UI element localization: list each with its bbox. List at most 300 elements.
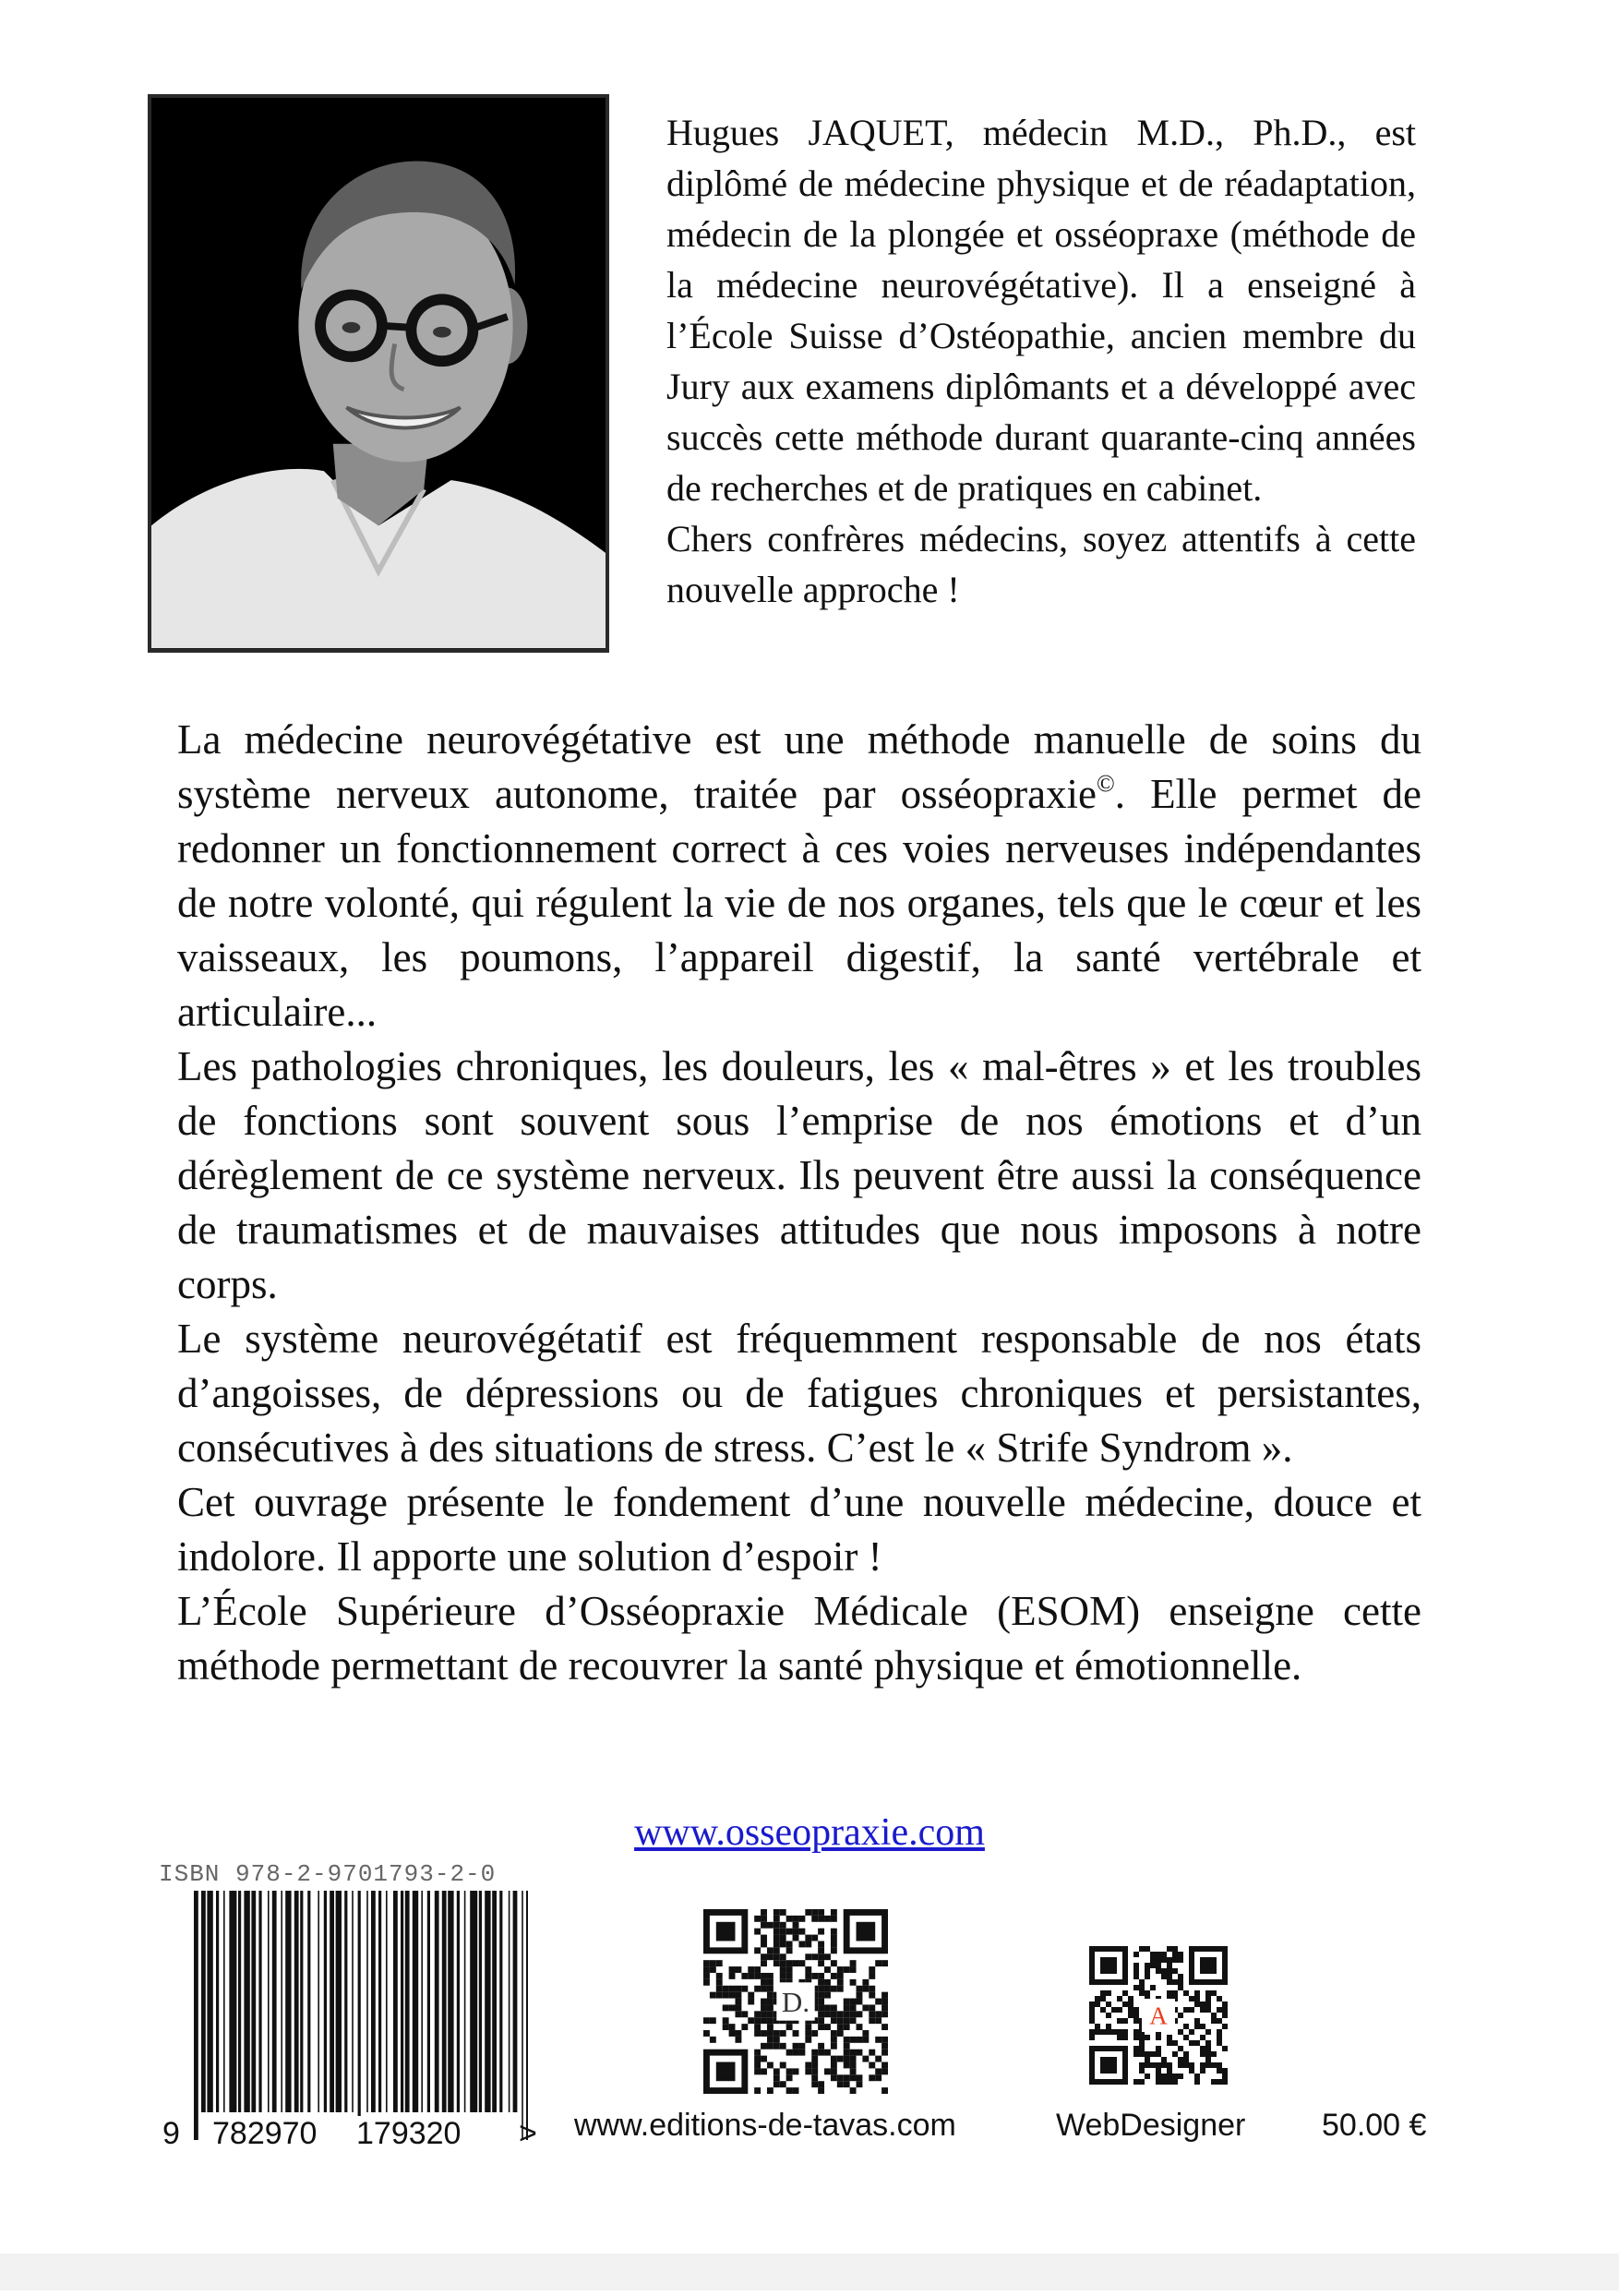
qr-module	[780, 2062, 786, 2069]
qr-module	[1133, 1963, 1139, 1968]
qr-module	[811, 1953, 818, 1960]
qr-module	[805, 2024, 811, 2030]
qr-module	[1200, 2046, 1205, 2051]
qr-module	[741, 2024, 748, 2030]
qr-module	[1106, 2001, 1111, 2007]
qr-module	[729, 2004, 736, 2011]
qr-code-webdesigner	[1089, 1946, 1228, 2085]
qr-module	[881, 2004, 888, 2011]
barcode-bar	[509, 1891, 510, 2112]
qr-module	[818, 1999, 824, 2005]
qr-module	[1205, 2057, 1211, 2062]
barcode-digits-right: 179320	[353, 2116, 464, 2152]
qr-module	[844, 2017, 850, 2024]
qr-module	[735, 1999, 741, 2005]
qr-module	[774, 1947, 780, 1953]
qr-module	[805, 1953, 811, 1960]
qr-module	[831, 1947, 837, 1953]
qr-module	[716, 1992, 723, 1999]
qr-module	[811, 2056, 818, 2062]
qr-module	[862, 2056, 869, 2062]
qr-module	[1217, 1996, 1222, 2001]
qr-module	[1139, 1990, 1145, 1996]
barcode-bar	[371, 1891, 376, 2112]
qr-module	[1156, 1968, 1161, 1974]
website-link[interactable]: www.osseopraxie.com	[634, 1811, 985, 1854]
qr-module	[710, 1966, 716, 1973]
qr-module	[805, 1941, 811, 1947]
qr-module	[844, 1966, 850, 1973]
qr-module	[875, 1960, 881, 1966]
qr-module	[1172, 2074, 1178, 2079]
qr-module	[761, 2017, 767, 2024]
qr-module	[748, 1973, 754, 1979]
qr-module	[780, 1953, 786, 1960]
qr-module	[729, 1966, 736, 1973]
qr-module	[1089, 2013, 1095, 2018]
qr-module	[862, 2004, 869, 2011]
qr-module	[767, 1986, 774, 1992]
qr-module	[1161, 1968, 1167, 1974]
qr-module	[1161, 2062, 1167, 2068]
barcode-bar	[238, 1891, 241, 2112]
barcode-bar	[352, 1891, 354, 2112]
qr-module	[1100, 2007, 1106, 2013]
qr-module	[774, 2068, 780, 2074]
qr-module	[850, 2004, 857, 2011]
qr-module	[786, 1966, 793, 1973]
qr-module	[869, 2062, 875, 2069]
qr-module	[716, 1979, 723, 1986]
qr-module	[1217, 2062, 1222, 2068]
qr-module	[881, 2050, 888, 2056]
qr-module	[786, 2087, 793, 2094]
qr-module	[786, 1916, 793, 1922]
qr-module	[831, 1986, 837, 1992]
qr-module	[1161, 1952, 1167, 1957]
qr-module	[1150, 1952, 1156, 1957]
qr-module	[1117, 2018, 1122, 2024]
qr-module	[811, 2074, 818, 2081]
qr-module	[818, 2081, 824, 2087]
qr-module	[1089, 2018, 1095, 2024]
qr-module	[798, 1916, 805, 1922]
qr-module	[793, 1922, 799, 1929]
qr-module	[875, 2074, 881, 2081]
qr-module	[857, 2050, 863, 2056]
qr-module	[1222, 2046, 1228, 2051]
qr-module	[735, 2004, 741, 2011]
qr-module	[1156, 1952, 1161, 1957]
qr-module	[862, 1979, 869, 1986]
qr-module	[767, 2004, 774, 2011]
qr-module	[818, 2087, 824, 2094]
qr-module	[837, 2081, 844, 2087]
qr-module	[811, 1935, 818, 1941]
qr-module	[754, 2030, 761, 2037]
qr-module	[716, 1986, 723, 1992]
qr-module	[703, 1979, 710, 1986]
qr-module	[850, 2056, 857, 2062]
qr-module	[1217, 2079, 1222, 2085]
qr-module	[1217, 2029, 1222, 2035]
qr-module	[881, 2037, 888, 2043]
qr-module	[1139, 1946, 1145, 1952]
qr-module	[1145, 2035, 1150, 2040]
qr-module	[710, 1960, 716, 1966]
qr-module	[1194, 2018, 1200, 2024]
qr-module	[818, 2004, 824, 2011]
qr-module	[1139, 2051, 1145, 2057]
qr-module	[786, 1941, 793, 1947]
author-bio-text: Hugues JAQUET, médecin M.D., Ph.D., est diplômé de médecine physique et de réadaptation, médecin de la plongée et osséopraxe (méthode de la médecine neurovégétative). Il a enseigné à l’École Suisse d’Ostéopathie, ancien membre du Jury aux examens diplômants et a développé avec succès cette méthode durant quarante-cinq années de recherches et de pratiques en cabinet.	[666, 112, 1416, 509]
qr-module	[761, 2056, 767, 2062]
qr-module	[1122, 1990, 1128, 1996]
qr-module	[1167, 2040, 1172, 2046]
qr-module	[1217, 2018, 1222, 2024]
qr-module	[1194, 2074, 1200, 2079]
qr-module	[1200, 2068, 1205, 2074]
qr-module	[774, 1909, 780, 1916]
qr-module	[761, 1941, 767, 1947]
qr-module	[798, 2043, 805, 2050]
barcode-bar	[344, 1891, 347, 2112]
qr-module	[793, 2068, 799, 2074]
qr-module	[818, 2050, 824, 2056]
qr-module	[831, 1941, 837, 1947]
qr-module	[1189, 2068, 1194, 2074]
qr-module	[1194, 2040, 1200, 2046]
page-bottom-band	[0, 2254, 1619, 2290]
qr-module	[831, 2068, 837, 2074]
barcode-bar	[457, 1891, 460, 2112]
qr-module	[741, 1986, 748, 1992]
qr-module	[1117, 2029, 1122, 2035]
qr-webdesigner-pattern	[1089, 1946, 1228, 2085]
qr-module	[1178, 2029, 1183, 2035]
qr-module	[1145, 1974, 1150, 1979]
qr-module	[774, 1929, 780, 1935]
qr-module	[875, 2011, 881, 2017]
qr-module	[831, 1960, 837, 1966]
qr-module	[798, 2050, 805, 2056]
qr-module	[805, 1909, 811, 1916]
qr-module	[1156, 1963, 1161, 1968]
qr-module	[761, 1922, 767, 1929]
barcode-bar	[251, 1891, 256, 2112]
qr-module	[831, 2011, 837, 2017]
description-paragraph-1	[177, 713, 1421, 1040]
qr-module	[1167, 1946, 1172, 1952]
barcode-bar	[522, 1891, 523, 2140]
qr-module	[1139, 2068, 1145, 2074]
qr-module	[735, 1992, 741, 1999]
qr-module	[1167, 2035, 1172, 2040]
qr-module	[850, 1979, 857, 1986]
qr-module	[798, 1929, 805, 1935]
barcode-bar	[324, 1891, 327, 2112]
qr-module	[875, 2068, 881, 2074]
qr-module	[754, 2068, 761, 2074]
qr-module	[703, 1960, 710, 1966]
qr-module	[723, 2004, 729, 2011]
qr-module	[780, 1973, 786, 1979]
qr-module	[1139, 2062, 1145, 2068]
qr-module	[1222, 2079, 1228, 2085]
qr-module	[1133, 2029, 1139, 2035]
qr-module	[1178, 2074, 1183, 2079]
qr-finder-pattern	[1100, 2057, 1117, 2074]
qr-module	[1194, 1990, 1200, 1996]
qr-module	[1150, 1963, 1156, 1968]
qr-module	[767, 2062, 774, 2069]
price-label: 50.00 €	[1322, 2108, 1427, 2143]
qr-logo-text: A	[1149, 2001, 1168, 2030]
qr-module	[1200, 2035, 1205, 2040]
qr-module	[811, 2068, 818, 2074]
qr-module	[850, 2037, 857, 2043]
qr-module	[850, 2074, 857, 2081]
qr-module	[1167, 1974, 1172, 1979]
qr-module	[837, 1973, 844, 1979]
qr-module	[818, 1992, 824, 1999]
barcode-arrow: >	[519, 2116, 537, 2151]
qr-module	[761, 1909, 767, 1916]
qr-module	[1183, 2051, 1189, 2057]
qr-module	[774, 1922, 780, 1929]
qr-module	[1205, 2007, 1211, 2013]
barcode-bar	[258, 1891, 261, 2112]
qr-module	[754, 2087, 761, 2094]
qr-module	[723, 2017, 729, 2024]
qr-module	[767, 2087, 774, 2094]
qr-module	[811, 2050, 818, 2056]
qr-module	[857, 2074, 863, 2081]
qr-module	[716, 1973, 723, 1979]
qr-module	[1178, 1957, 1183, 1963]
qr-module	[1122, 2018, 1128, 2024]
qr-module	[1133, 2018, 1139, 2024]
qr-module	[1222, 2068, 1228, 2074]
qr-module	[1161, 2079, 1167, 2085]
barcode-bar	[442, 1891, 447, 2112]
qr-module	[1189, 2040, 1194, 2046]
qr-module	[1222, 2074, 1228, 2079]
qr-module	[1167, 1968, 1172, 1974]
qr-module	[1156, 2074, 1161, 2079]
description-paragraph-1-start: La médecine neurovégétative est une méthode manuelle de soins du système nerveux autonome, traitée par osséopraxie	[177, 716, 1421, 817]
qr-module	[1095, 2001, 1100, 2007]
qr-module	[1156, 1957, 1161, 1963]
qr-module	[1167, 2079, 1172, 2085]
qr-module	[1128, 2013, 1133, 2018]
qr-module	[869, 2050, 875, 2056]
qr-module	[824, 2024, 831, 2030]
qr-module	[1139, 1985, 1145, 1990]
qr-module	[818, 1979, 824, 1986]
qr-module	[831, 2030, 837, 2037]
qr-module	[818, 1986, 824, 1992]
qr-module	[1183, 1990, 1189, 1996]
description-paragraph-5: L’École Supérieure d’Osséopraxie Médicale (ESOM) enseigne cette méthode permettant de recouvrer la santé physique et émotionnelle.	[177, 1588, 1421, 1689]
qr-module	[831, 2056, 837, 2062]
qr-module	[831, 1909, 837, 1916]
qr-module	[1089, 2035, 1095, 2040]
qr-module	[780, 1929, 786, 1935]
qr-module	[1128, 2007, 1133, 2013]
qr-module	[754, 2050, 761, 2056]
qr-module	[1217, 2007, 1222, 2013]
qr-module	[1194, 2079, 1200, 2085]
qr-module	[1150, 2062, 1156, 2068]
qr-module	[811, 2081, 818, 2087]
qr-module	[1156, 2035, 1161, 2040]
qr-module	[881, 2043, 888, 2050]
qr-module	[767, 1947, 774, 1953]
qr-module	[1189, 2062, 1194, 2068]
qr-module	[811, 2030, 818, 2037]
description-paragraph-2: Les pathologies chroniques, les douleurs, les « mal-êtres » et les troubles de fonctions sont souvent sous l’emprise de nos émotions et d’un dérèglement de ce système nerveux. Ils peuvent être aussi la conséquence de traumatismes et de mauvaises attitudes que nous imposons à notre corps.	[177, 1043, 1421, 1307]
qr-module	[703, 2017, 710, 2024]
barcode-bar	[405, 1891, 410, 2112]
qr-module	[1178, 1979, 1183, 1985]
qr-module	[1183, 2057, 1189, 2062]
qr-module	[780, 1909, 786, 1916]
barcode-bar	[485, 1891, 490, 2112]
qr-module	[1117, 2007, 1122, 2013]
qr-module	[754, 1929, 761, 1935]
qr-module	[818, 1973, 824, 1979]
barcode-bar	[513, 1891, 518, 2112]
qr-module	[824, 1916, 831, 1922]
qr-module	[735, 2011, 741, 2017]
qr-module	[844, 2081, 850, 2087]
qr-module	[1089, 2007, 1095, 2013]
qr-module	[862, 2037, 869, 2043]
qr-module	[844, 2074, 850, 2081]
qr-module	[831, 2043, 837, 2050]
qr-module	[780, 1960, 786, 1966]
author-photo	[148, 94, 609, 653]
qr-module	[793, 1960, 799, 1966]
barcode-bar	[492, 1891, 497, 2112]
qr-module	[1161, 1974, 1167, 1979]
qr-module	[1095, 2029, 1100, 2035]
description-paragraph-4: Cet ouvrage présente le fondement d’une nouvelle médecine, douce et indolore. Il apporte une solution d’espoir !	[177, 1479, 1421, 1580]
qr-module	[1205, 2046, 1211, 2051]
qr-module	[1200, 2051, 1205, 2057]
qr-module	[869, 1992, 875, 1999]
qr-module	[1145, 1963, 1150, 1968]
qr-module	[1205, 2051, 1211, 2057]
qr-module	[805, 2037, 811, 2043]
qr-module	[1167, 2074, 1172, 2079]
qr-module	[729, 2024, 736, 2030]
qr-module	[1122, 2029, 1128, 2035]
qr-module	[881, 2024, 888, 2030]
qr-module	[780, 1966, 786, 1973]
qr-module	[1194, 2024, 1200, 2029]
barcode-bar	[223, 1891, 225, 2112]
qr-module	[761, 1986, 767, 1992]
qr-module	[774, 1935, 780, 1941]
qr-module	[862, 1986, 869, 1992]
qr-module	[811, 1909, 818, 1916]
qr-module	[741, 1973, 748, 1979]
qr-module	[1200, 2062, 1205, 2068]
qr-module	[844, 2062, 850, 2069]
qr-module	[1145, 2074, 1150, 2079]
qr-module	[837, 2056, 844, 2062]
qr-module	[780, 2030, 786, 2037]
qr-module	[729, 1986, 736, 1992]
qr-module	[774, 1916, 780, 1922]
qr-module	[780, 2081, 786, 2087]
qr-module	[703, 1973, 710, 1979]
qr-module	[1178, 2013, 1183, 2018]
barcode-bar	[464, 1891, 466, 2112]
qr-module	[767, 1922, 774, 1929]
qr-module	[723, 2024, 729, 2030]
qr-module	[767, 1953, 774, 1960]
qr-module	[716, 1960, 723, 1966]
qr-module	[774, 2037, 780, 2043]
qr-module	[811, 2062, 818, 2069]
book-description	[177, 713, 1421, 1693]
qr-module	[786, 2068, 793, 2074]
qr-module	[844, 2004, 850, 2011]
qr-module	[1133, 1985, 1139, 1990]
qr-module	[875, 2056, 881, 2062]
qr-module	[786, 1973, 793, 1979]
author-portrait-image	[151, 98, 606, 649]
qr-module	[754, 1966, 761, 1973]
qr-module	[723, 1986, 729, 1992]
qr-module	[735, 2030, 741, 2037]
qr-module	[703, 1966, 710, 1973]
author-bio	[666, 107, 1416, 615]
qr-module	[1122, 2001, 1128, 2007]
qr-module	[1161, 1957, 1167, 1963]
qr-module	[805, 1973, 811, 1979]
qr-module	[1200, 2007, 1205, 2013]
qr-module	[774, 2074, 780, 2081]
qr-module	[1128, 2001, 1133, 2007]
qr-module	[761, 1953, 767, 1960]
qr-module	[881, 2062, 888, 2069]
qr-module	[1222, 2024, 1228, 2029]
qr-module	[1200, 2024, 1205, 2029]
qr-module	[1217, 2035, 1222, 2040]
qr-module	[1156, 2051, 1161, 2057]
barcode-bar	[421, 1891, 423, 2112]
qr-module	[1095, 2024, 1100, 2029]
qr-module	[805, 1966, 811, 1973]
qr-module	[761, 1999, 767, 2005]
qr-module	[774, 2043, 780, 2050]
qr-module	[881, 1992, 888, 1999]
barcode-bar	[413, 1891, 418, 2112]
qr-module	[1172, 1946, 1178, 1952]
qr-module	[761, 2004, 767, 2011]
barcode-bar	[336, 1891, 342, 2112]
qr-module	[850, 1999, 857, 2005]
qr-module	[850, 1960, 857, 1966]
qr-module	[1178, 1985, 1183, 1990]
qr-module	[754, 2056, 761, 2062]
qr-module	[748, 1999, 754, 2005]
qr-module	[761, 2011, 767, 2017]
